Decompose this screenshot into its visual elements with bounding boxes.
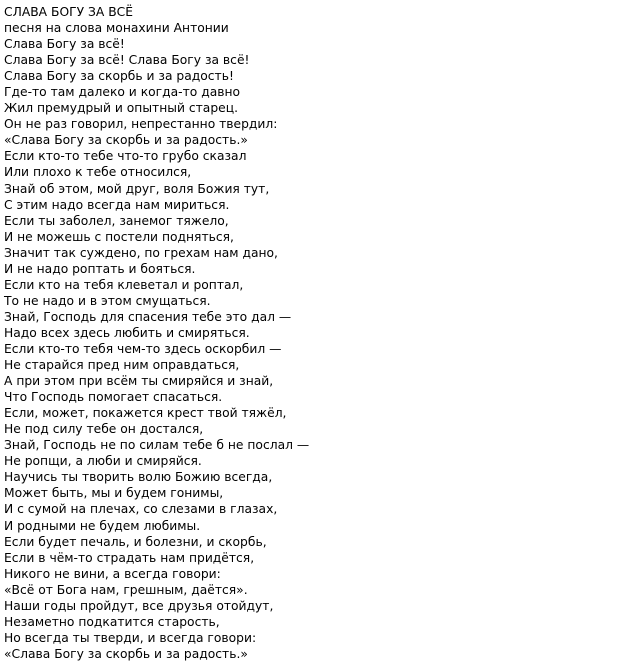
poem-line: Не под силу тебе он достался, — [4, 422, 204, 437]
poem-line: И не можешь с постели подняться, — [4, 229, 234, 244]
poem-line: То не надо и в этом смущаться. — [4, 293, 211, 308]
poem-line: Что Господь помогает спасаться. — [4, 390, 223, 405]
poem-line: Если ты заболел, занемог тяжело, — [4, 213, 229, 228]
poem-line: Научись ты творить волю Божию всегда, — [4, 470, 273, 485]
poem-line: Он не раз говорил, непрестанно твердил: — [4, 117, 278, 132]
poem-line: Надо всех здесь любить и смиряться. — [4, 325, 250, 340]
poem-line: Никого не вини, а всегда говори: — [4, 566, 221, 581]
poem-line: «Слава Богу за скорбь и за радость.» — [4, 133, 248, 148]
poem-line: Может быть, мы и будем гонимы, — [4, 486, 224, 501]
poem-line: С этим надо всегда нам мириться. — [4, 197, 230, 212]
poem-line: Знай об этом, мой друг, воля Божия тут, — [4, 181, 270, 196]
poem-line: Если, может, покажется крест твой тяжёл, — [4, 406, 287, 421]
poem-line: Слава Богу за всё! — [4, 37, 125, 52]
poem-line: Слава Богу за скорбь и за радость! — [4, 69, 234, 84]
poem-line: Не ропщи, а люби и смиряйся. — [4, 454, 202, 469]
poem-line: Если кто-то тебя чем-то здесь оскорбил — — [4, 341, 282, 356]
poem-line: И не надо роптать и бояться. — [4, 261, 196, 276]
poem-line: Не старайся пред ним оправдаться, — [4, 358, 240, 373]
poem-line: Жил премудрый и опытный старец. — [4, 101, 238, 116]
poem-line: «Слава Богу за скорбь и за радость.» — [4, 646, 248, 661]
poem-line: И с сумой на плечах, со слезами в глазах, — [4, 502, 278, 517]
poem-line: Знай, Господь не по силам тебе б не послал — — [4, 438, 310, 453]
poem-line: Знай, Господь для спасения тебе это дал — — [4, 309, 292, 324]
poem-line: Если кто-то тебе что-то грубо сказал — [4, 149, 247, 164]
poem-line: Но всегда ты тверди, и всегда говори: — [4, 630, 257, 645]
poem-line: Если в чём-то страдать нам придётся, — [4, 550, 255, 565]
poem-line: Незаметно подкатится старость, — [4, 614, 220, 629]
poem-line: Если кто на тебя клеветал и роптал, — [4, 277, 244, 292]
poem-line: СЛАВА БОГУ ЗА ВСЁ — [4, 5, 134, 19]
poem-line: Значит так суждено, по грехам нам дано, — [4, 245, 278, 260]
poem-line: Слава Богу за всё! Слава Богу за всё! — [4, 53, 250, 68]
poem-line: Или плохо к тебе относился, — [4, 165, 192, 180]
poem-line: Где-то там далеко и когда-то давно — [4, 85, 241, 100]
poem-line: Если будет печаль, и болезни, и скорбь, — [4, 534, 267, 549]
poem-line: И родными не будем любимы. — [4, 518, 201, 533]
poem-line: «Всё от Бога нам, грешным, даётся». — [4, 582, 248, 597]
poem-line: песня на слова монахини Антонии — [4, 21, 229, 36]
poem-line: А при этом при всём ты смиряйся и знай, — [4, 374, 274, 389]
poem-line: Наши годы пройдут, все друзья отойдут, — [4, 598, 274, 613]
